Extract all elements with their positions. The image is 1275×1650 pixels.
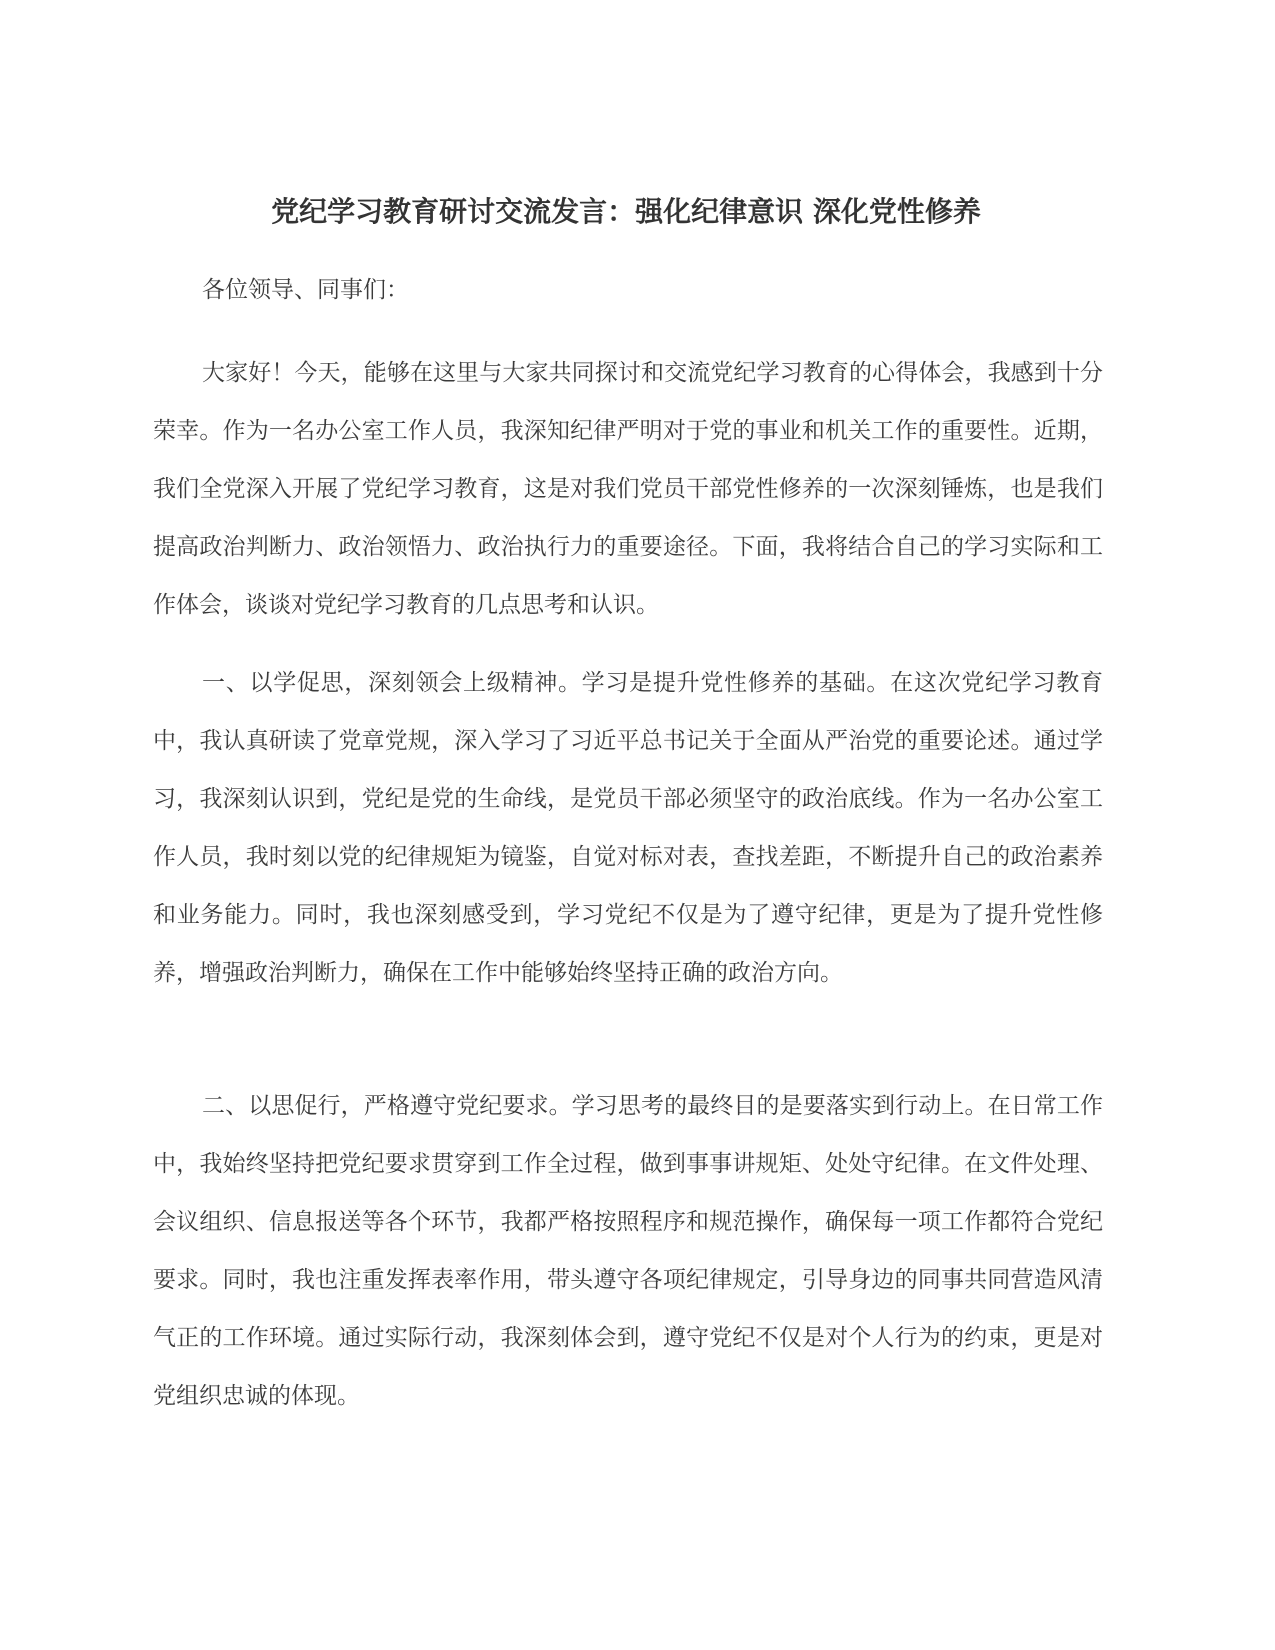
paragraph-intro: 大家好！今天，能够在这里与大家共同探讨和交流党纪学习教育的心得体会，我感到十分荣幸。作为一名办公室工作人员，我深知纪律严明对于党的事业和机关工作的重要性。近期，我们全党深入开展了党纪学习教育，这是对我们党员干部党性修养的一次深刻锤炼，也是我们提高政治判断力、政治领悟力、政治执行力的重要途径。下面，我将结合自己的学习实际和工作体会，谈谈对党纪学习教育的几点思考和认识。: [153, 360, 1103, 618]
document-title: 党纪学习教育研讨交流发言：强化纪律意识 深化党性修养: [271, 195, 981, 228]
paragraph-section-one: 一、以学促思，深刻领会上级精神。学习是提升党性修养的基础。在这次党纪学习教育中，我认真研读了党章党规，深入学习了习近平总书记关于全面从严治党的重要论述。通过学习，我深刻认识到，党纪是党的生命线，是党员干部必须坚守的政治底线。作为一名办公室工作人员，我时刻以党的纪律规矩为镜鉴，自觉对标对表，查找差距，不断提升自己的政治素养和业务能力。同时，我也深刻感受到，学习党纪不仅是为了遵守纪律，更是为了提升党性修养，增强政治判断力，确保在工作中能够始终坚持正确的政治方向。: [153, 670, 1103, 986]
paragraph-section-two: 二、以思促行，严格遵守党纪要求。学习思考的最终目的是要落实到行动上。在日常工作中，我始终坚持把党纪要求贯穿到工作全过程，做到事事讲规矩、处处守纪律。在文件处理、会议组织、信息报送等各个环节，我都严格按照程序和规范操作，确保每一项工作都符合党纪要求。同时，我也注重发挥表率作用，带头遵守各项纪律规定，引导身边的同事共同营造风清气正的工作环境。通过实际行动，我深刻体会到，遵守党纪不仅是对个人行为的约束，更是对党组织忠诚的体现。: [153, 1093, 1103, 1409]
greeting-line: 各位领导、同事们：: [202, 277, 409, 303]
